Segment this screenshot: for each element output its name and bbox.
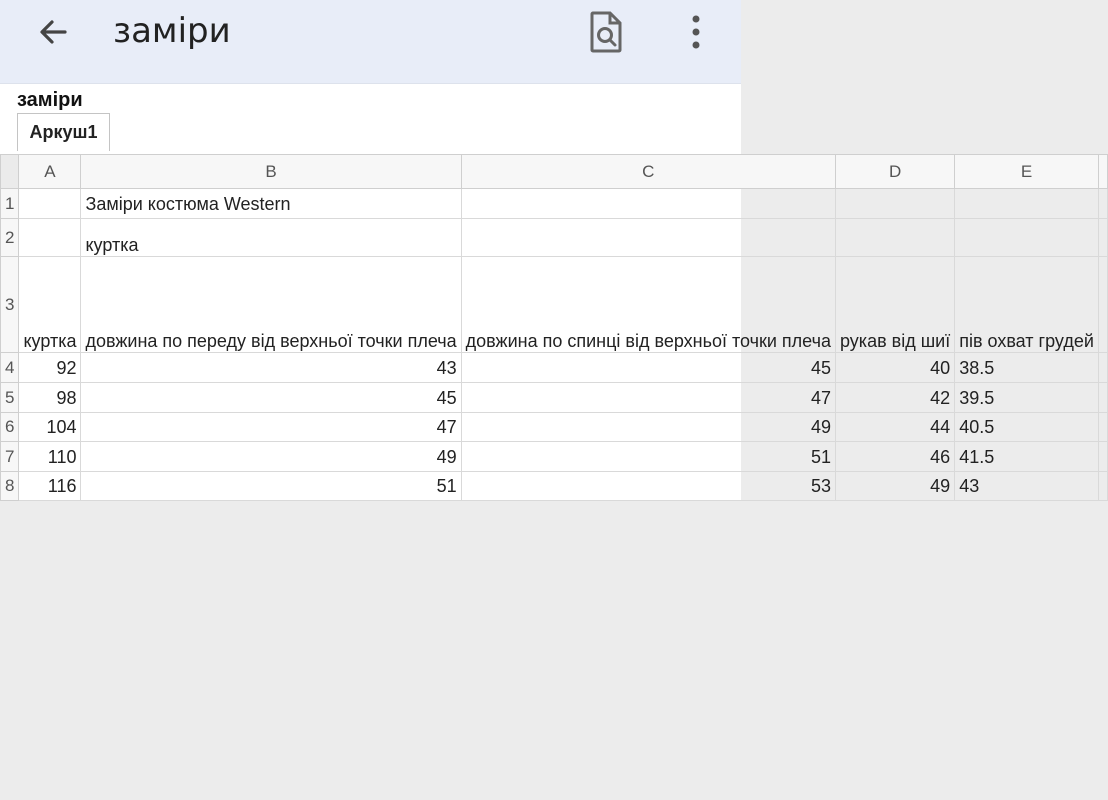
- column-header-a[interactable]: A: [19, 155, 81, 189]
- sheet-header: [0, 84, 741, 154]
- document-search-icon: [589, 11, 623, 53]
- cell[interactable]: куртка: [81, 219, 461, 257]
- cell[interactable]: 45: [81, 383, 461, 413]
- cell[interactable]: [955, 219, 1099, 257]
- cell[interactable]: 53: [461, 472, 835, 501]
- column-header-partial: [1098, 155, 1107, 189]
- cell[interactable]: [1098, 219, 1107, 257]
- page-title: заміри: [113, 11, 231, 51]
- cell[interactable]: 110: [19, 442, 81, 472]
- row-header[interactable]: 2: [1, 219, 19, 257]
- cell[interactable]: 46: [835, 442, 954, 472]
- row-header[interactable]: 1: [1, 189, 19, 219]
- cell[interactable]: 98: [19, 383, 81, 413]
- cell[interactable]: 49: [461, 413, 835, 442]
- cell[interactable]: довжина по спинці від верхньої точки плеча: [461, 257, 835, 353]
- cell[interactable]: [1098, 472, 1107, 501]
- cell[interactable]: 38.5: [955, 353, 1099, 383]
- cell[interactable]: 43: [955, 472, 1099, 501]
- cell[interactable]: пів охват грудей: [955, 257, 1099, 353]
- cell[interactable]: куртка: [19, 257, 81, 353]
- cell[interactable]: [835, 189, 954, 219]
- cell[interactable]: 104: [19, 413, 81, 442]
- cell[interactable]: [1098, 353, 1107, 383]
- sheet-tab[interactable]: Аркуш1: [17, 113, 110, 151]
- cell[interactable]: 49: [835, 472, 954, 501]
- document-preview-button[interactable]: [585, 10, 627, 54]
- column-header-d[interactable]: D: [835, 155, 954, 189]
- spreadsheet-grid: [0, 154, 1094, 500]
- cell[interactable]: [1098, 257, 1107, 353]
- row-header[interactable]: 8: [1, 472, 19, 501]
- cell[interactable]: 45: [461, 353, 835, 383]
- back-button[interactable]: [30, 12, 76, 52]
- column-header-b[interactable]: B: [81, 155, 461, 189]
- sheet-table: [0, 154, 1108, 501]
- cell[interactable]: 40: [835, 353, 954, 383]
- column-header-c[interactable]: C: [461, 155, 835, 189]
- more-options-button[interactable]: [680, 10, 712, 54]
- row-header[interactable]: 3: [1, 257, 19, 353]
- row-header[interactable]: 6: [1, 413, 19, 442]
- cell[interactable]: 41.5: [955, 442, 1099, 472]
- cell[interactable]: довжина по переду від верхньої точки плеча: [81, 257, 461, 353]
- cell-title[interactable]: Заміри костюма Western: [81, 189, 461, 219]
- row-header[interactable]: 5: [1, 383, 19, 413]
- cell[interactable]: 47: [81, 413, 461, 442]
- cell[interactable]: 43: [81, 353, 461, 383]
- more-vert-icon: [690, 14, 702, 50]
- cell[interactable]: 51: [461, 442, 835, 472]
- cell[interactable]: [461, 189, 835, 219]
- arrow-left-icon: [35, 14, 71, 50]
- cell[interactable]: [1098, 442, 1107, 472]
- cell[interactable]: [955, 189, 1099, 219]
- cell[interactable]: [835, 219, 954, 257]
- select-all-corner[interactable]: [1, 155, 19, 189]
- cell[interactable]: 49: [81, 442, 461, 472]
- cell[interactable]: рукав від шиї: [835, 257, 954, 353]
- cell[interactable]: 40.5: [955, 413, 1099, 442]
- cell[interactable]: 39.5: [955, 383, 1099, 413]
- row-header[interactable]: 4: [1, 353, 19, 383]
- row-header[interactable]: 7: [1, 442, 19, 472]
- cell[interactable]: 116: [19, 472, 81, 501]
- file-name: заміри: [17, 89, 83, 111]
- cell[interactable]: 42: [835, 383, 954, 413]
- cell[interactable]: [19, 219, 81, 257]
- cell[interactable]: 44: [835, 413, 954, 442]
- cell[interactable]: [461, 219, 835, 257]
- cell[interactable]: [1098, 413, 1107, 442]
- cell[interactable]: 47: [461, 383, 835, 413]
- app-bar: [0, 0, 741, 84]
- cell[interactable]: [19, 189, 81, 219]
- column-header-e[interactable]: E: [955, 155, 1099, 189]
- cell[interactable]: 92: [19, 353, 81, 383]
- cell[interactable]: [1098, 189, 1107, 219]
- cell[interactable]: 51: [81, 472, 461, 501]
- cell[interactable]: [1098, 383, 1107, 413]
